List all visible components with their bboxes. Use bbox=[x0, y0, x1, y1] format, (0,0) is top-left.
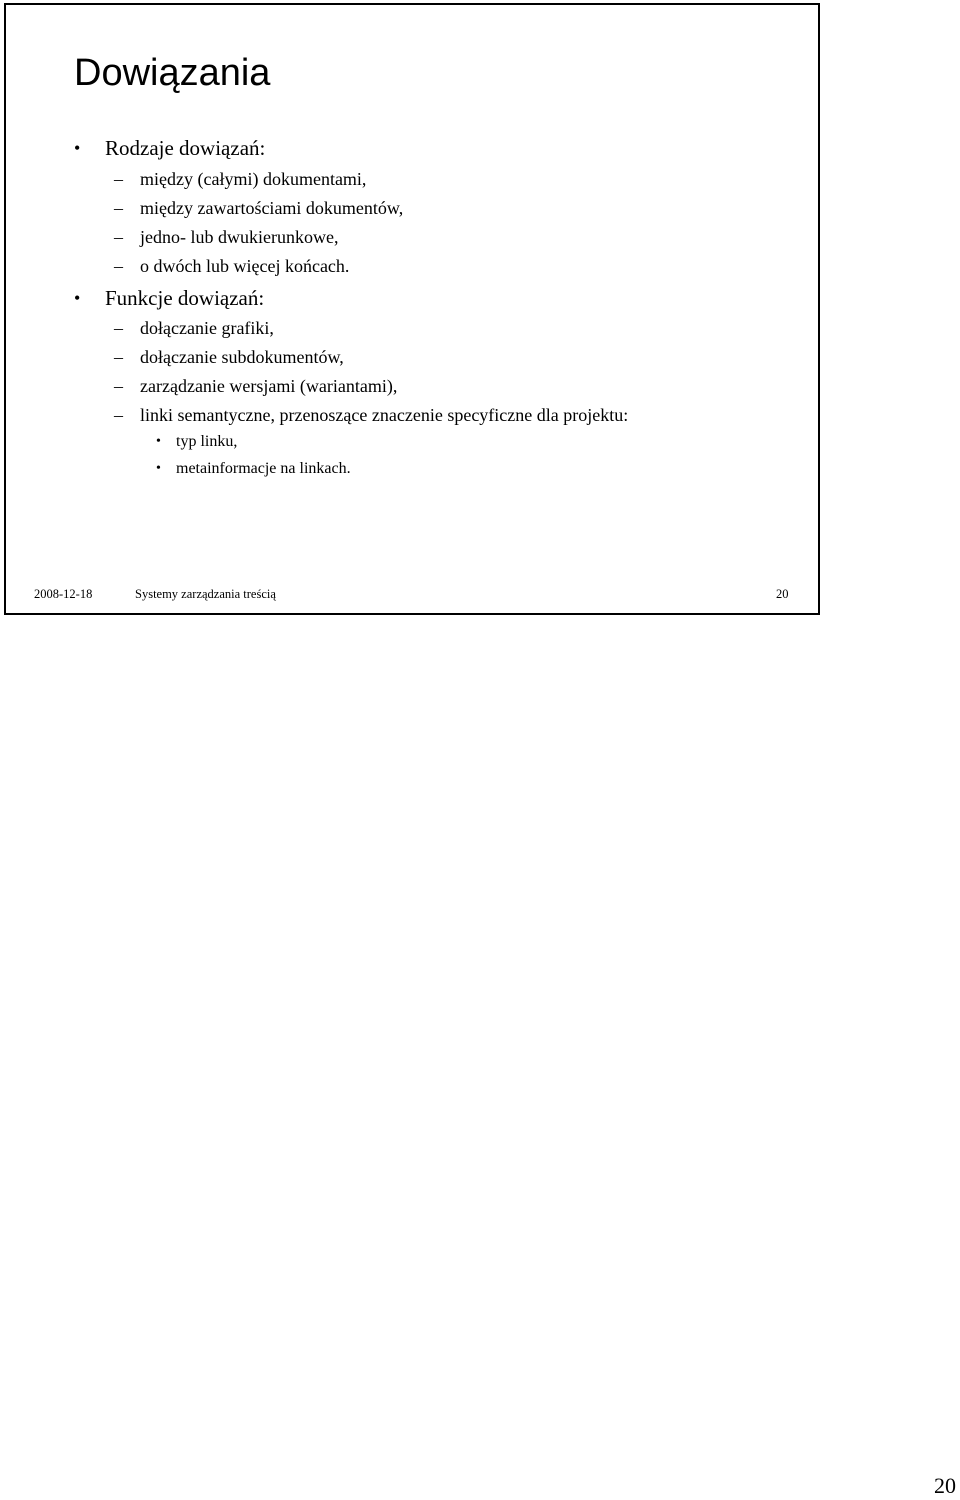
sub-list-item-text: typ linku, bbox=[176, 433, 238, 450]
dash-icon: – bbox=[114, 318, 123, 338]
list-item-text: jedno- lub dwukierunkowe, bbox=[140, 227, 339, 247]
list-item bbox=[114, 255, 350, 277]
dash-icon: – bbox=[114, 405, 123, 425]
sub-list-item bbox=[156, 459, 351, 479]
footer-slide-number: 20 bbox=[776, 587, 789, 601]
slide-title: Dowiązania bbox=[74, 52, 271, 94]
sub-list-item bbox=[156, 432, 238, 452]
list-item bbox=[114, 197, 404, 219]
list-item bbox=[114, 317, 274, 339]
list-item bbox=[114, 375, 398, 397]
dash-icon: – bbox=[114, 256, 123, 276]
page-number: 20 bbox=[934, 1473, 956, 1498]
list-item bbox=[114, 346, 344, 368]
bullet-icon: • bbox=[74, 138, 81, 158]
list-item-text: zarządzanie wersjami (wariantami), bbox=[140, 376, 398, 396]
dash-icon: – bbox=[114, 227, 123, 247]
list-item-text: między (całymi) dokumentami, bbox=[140, 169, 367, 189]
section-heading-text: Rodzaje dowiązań: bbox=[105, 136, 266, 160]
dash-icon: – bbox=[114, 169, 123, 189]
bullet-icon: • bbox=[74, 288, 81, 308]
footer-title: Systemy zarządzania treścią bbox=[135, 587, 276, 601]
dash-icon: – bbox=[114, 376, 123, 396]
list-item-text: dołączanie grafiki, bbox=[140, 318, 274, 338]
section-heading-rodzaje bbox=[74, 135, 266, 161]
dash-icon: – bbox=[114, 198, 123, 218]
sub-list-item-text: metainformacje na linkach. bbox=[176, 460, 351, 477]
section-heading-funkcje bbox=[74, 285, 265, 311]
footer-date: 2008-12-18 bbox=[34, 587, 93, 601]
list-item-text: o dwóch lub więcej końcach. bbox=[140, 256, 350, 276]
list-item-text: dołączanie subdokumentów, bbox=[140, 347, 344, 367]
bullet-icon: • bbox=[156, 434, 161, 449]
list-item bbox=[114, 226, 339, 248]
list-item bbox=[114, 168, 367, 190]
slide-content bbox=[6, 5, 818, 565]
bullet-icon: • bbox=[156, 461, 161, 476]
list-item-text: linki semantyczne, przenoszące znaczenie specyficzne dla projektu: bbox=[140, 405, 629, 425]
section-heading-text: Funkcje dowiązań: bbox=[105, 286, 265, 310]
dash-icon: – bbox=[114, 347, 123, 367]
list-item bbox=[114, 404, 629, 426]
list-item-text: między zawartościami dokumentów, bbox=[140, 198, 404, 218]
slide-frame bbox=[4, 3, 820, 615]
